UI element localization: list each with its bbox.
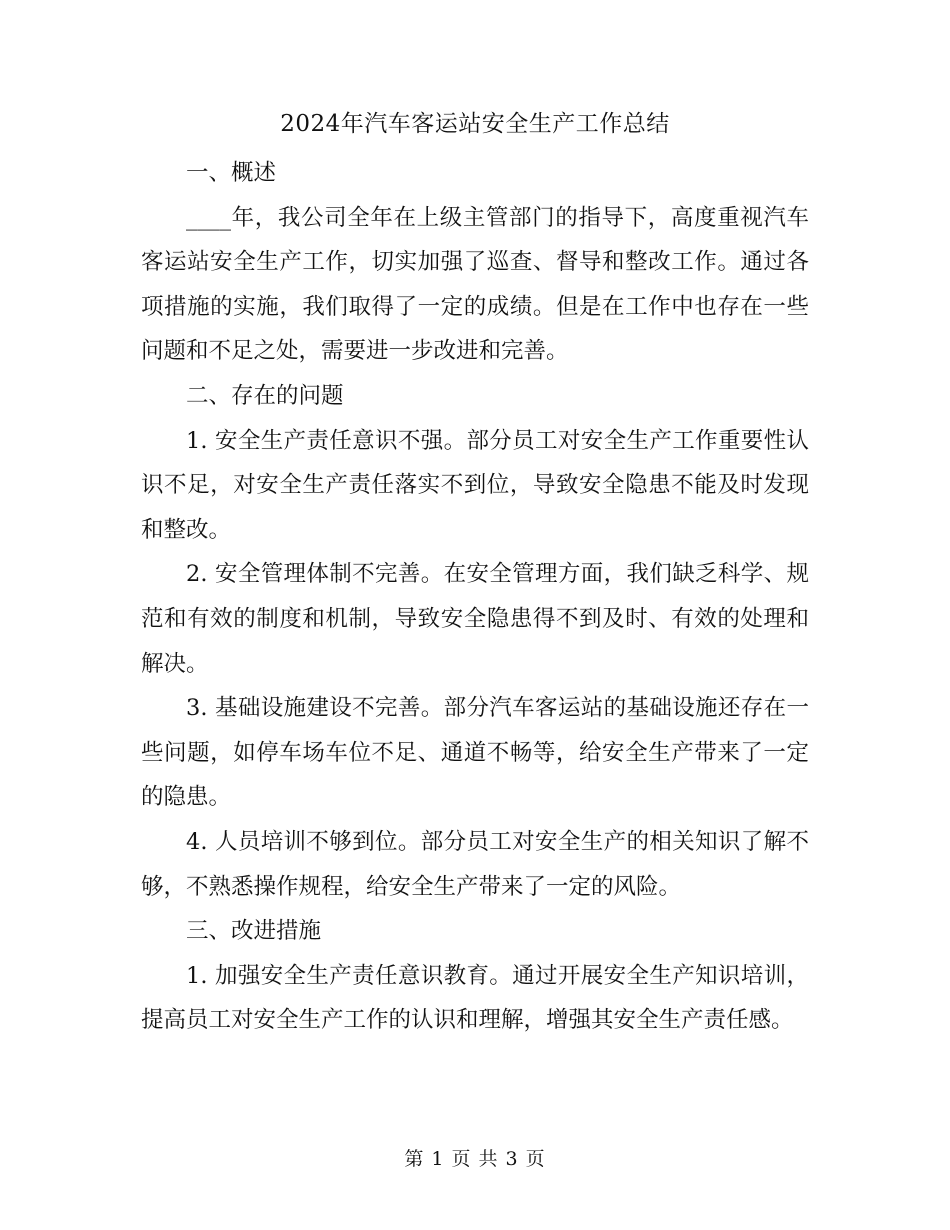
document-title: 2024年汽车客运站安全生产工作总结 [280, 111, 670, 137]
paragraph-problem-2: 2. 安全管理体制不完善。在安全管理方面，我们缺乏科学、规范和有效的制度和机制，导致安全隐患得不到及时、有效的处理和解决。 [141, 561, 809, 677]
section-heading-overview: 一、概述 [186, 160, 277, 186]
paragraph-problem-3: 3. 基础设施建设不完善。部分汽车客运站的基础设施还存在一些问题，如停车场车位不足、通道不畅等，给安全生产带来了一定的隐患。 [141, 695, 809, 811]
paragraph-measure-1: 1. 加强安全生产责任意识教育。通过开展安全生产知识培训，提高员工对安全生产工作的认识和理解，增强其安全生产责任感。 [141, 962, 809, 1034]
page-footer: 第 1 页 共 3 页 [404, 1148, 546, 1170]
paragraph-problem-4: 4. 人员培训不够到位。部分员工对安全生产的相关知识了解不够，不熟悉操作规程，给安全生产带来了一定的风险。 [141, 828, 809, 900]
paragraph-problem-1: 1. 安全生产责任意识不强。部分员工对安全生产工作重要性认识不足，对安全生产责任落实不到位，导致安全隐患不能及时发现和整改。 [141, 427, 809, 543]
section-heading-measures: 三、改进措施 [186, 918, 322, 945]
paragraph-overview: ____年，我公司全年在上级主管部门的指导下，高度重视汽车客运站安全生产工作，切实加强了巡查、督导和整改工作。通过各项措施的实施，我们取得了一定的成绩。但是在工作中也存在一些问题和不足之处，需要进一步改进和完善。 [141, 204, 809, 365]
section-heading-problems: 二、存在的问题 [186, 382, 344, 409]
document-body [141, 151, 809, 1043]
